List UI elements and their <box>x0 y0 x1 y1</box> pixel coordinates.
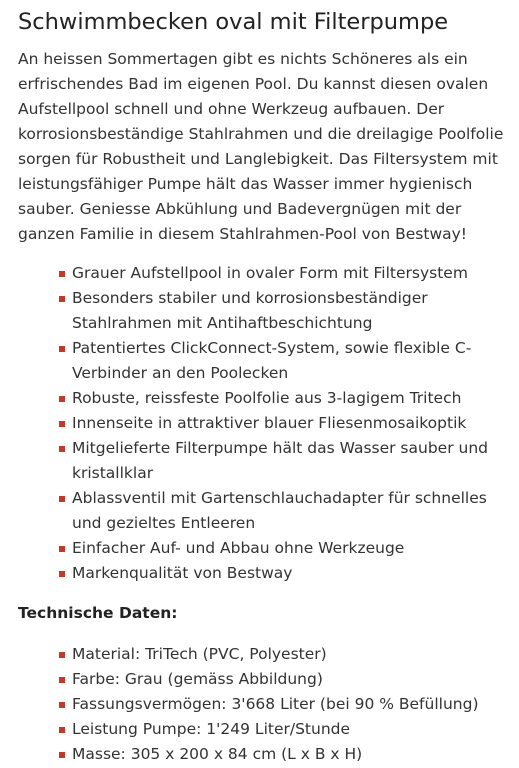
feature-item-text: Besonders stabiler und korrosionsbeständiger <box>72 289 428 307</box>
bullet-icon <box>59 546 65 552</box>
feature-item-text: Stahlrahmen mit Antihaftbeschichtung <box>72 314 373 332</box>
intro-line: leistungsfähiger Pumpe hält das Wasser immer hygienisch <box>18 175 473 193</box>
spec-item-text: Masse: 305 x 200 x 84 cm (L x B x H) <box>72 745 363 763</box>
spec-item <box>0 642 479 667</box>
spec-item <box>0 717 479 742</box>
intro-line: ganzen Familie in diesem Stahlrahmen-Pool von Bestway! <box>18 225 468 243</box>
bullet-icon <box>59 702 65 708</box>
feature-item <box>0 411 488 436</box>
spec-item <box>0 742 479 767</box>
feature-item-text: Innenseite in attraktiver blauer Fliesenmosaikoptik <box>72 414 467 432</box>
feature-item <box>0 486 488 536</box>
bullet-icon <box>59 677 65 683</box>
feature-item-text: Robuste, reissfeste Poolfolie aus 3-lagigem Tritech <box>72 389 462 407</box>
bullet-icon <box>59 296 65 302</box>
feature-item-text: Mitgelieferte Filterpumpe hält das Wasser sauber und <box>72 439 488 457</box>
intro-line: sauber. Geniesse Abkühlung und Badevergnügen mit der <box>18 200 462 218</box>
spec-item-text: Material: TriTech (PVC, Polyester) <box>72 645 327 663</box>
bullet-icon <box>59 571 65 577</box>
spec-item-text: Leistung Pumpe: 1'249 Liter/Stunde <box>72 720 351 738</box>
bullet-icon <box>59 727 65 733</box>
spec-item-text: Farbe: Grau (gemäss Abbildung) <box>72 670 323 688</box>
bullet-icon <box>59 652 65 658</box>
intro-line: An heissen Sommertagen gibt es nichts Schöneres als ein <box>18 50 468 68</box>
feature-item <box>0 286 488 336</box>
feature-item-text: und gezieltes Entleeren <box>72 514 256 532</box>
specs-heading: Technische Daten: <box>18 604 178 622</box>
specs-list <box>0 642 479 767</box>
feature-item-text: Verbinder an den Poolecken <box>72 364 289 382</box>
product-title: Schwimmbecken oval mit Filterpumpe <box>18 9 449 35</box>
bullet-icon <box>59 496 65 502</box>
feature-item <box>0 261 488 286</box>
bullet-icon <box>59 446 65 452</box>
bullet-icon <box>59 396 65 402</box>
feature-item <box>0 336 488 386</box>
spec-item <box>0 692 479 717</box>
bullet-icon <box>59 346 65 352</box>
feature-item <box>0 536 488 561</box>
feature-item-text: Markenqualität von Bestway <box>72 564 293 582</box>
bullet-icon <box>59 421 65 427</box>
intro-line: Aufstellpool schnell und ohne Werkzeug aufbauen. Der <box>18 100 445 118</box>
feature-item <box>0 386 488 411</box>
intro-line: erfrischendes Bad im eigenen Pool. Du kannst diesen ovalen <box>18 75 489 93</box>
feature-list <box>0 261 488 586</box>
feature-item-text: Patentiertes ClickConnect-System, sowie flexible C- <box>72 339 472 357</box>
feature-item-text: kristallklar <box>72 464 154 482</box>
feature-item-text: Einfacher Auf- und Abbau ohne Werkzeuge <box>72 539 405 557</box>
feature-item <box>0 561 488 586</box>
feature-item-text: Grauer Aufstellpool in ovaler Form mit Filtersystem <box>72 264 468 282</box>
intro-line: sorgen für Robustheit und Langlebigkeit. Das Filtersystem mit <box>18 150 498 168</box>
intro-paragraph <box>18 47 503 247</box>
feature-item-text: Ablassventil mit Gartenschlauchadapter für schnelles <box>72 489 487 507</box>
bullet-icon <box>59 271 65 277</box>
intro-line: korrosionsbeständige Stahlrahmen und die dreilagige Poolfolie <box>18 125 504 143</box>
spec-item <box>0 667 479 692</box>
bullet-icon <box>59 752 65 758</box>
spec-item-text: Fassungsvermögen: 3'668 Liter (bei 90 % Befüllung) <box>72 695 479 713</box>
feature-item <box>0 436 488 486</box>
